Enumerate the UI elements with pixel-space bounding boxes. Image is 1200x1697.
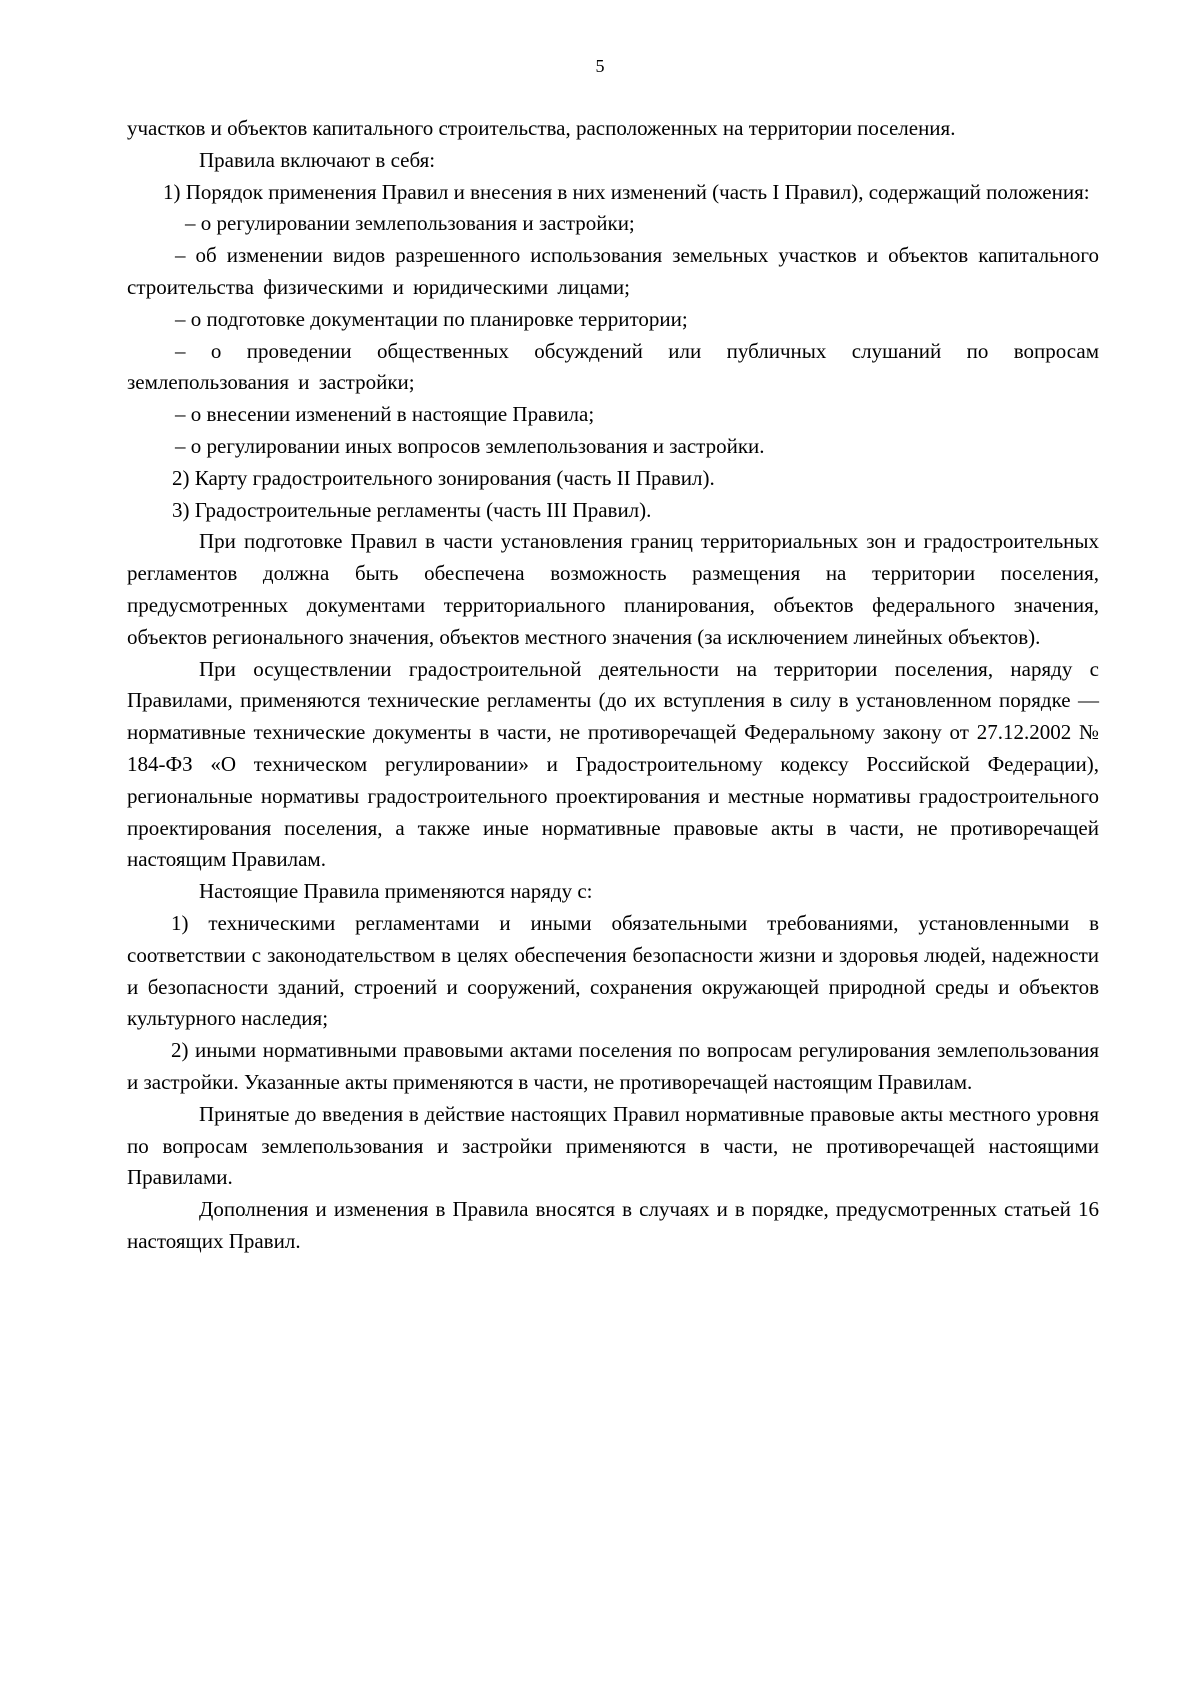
dash-item-change-use: – об изменении видов разрешенного использования земельных участков и объектов капитального строительства физическими и юридическими лицами; bbox=[127, 243, 1099, 299]
list-item-part-3: 3) Градостроительные регламенты (часть III Правил). bbox=[172, 497, 652, 522]
list-item-part-1: 1) Порядок применения Правил и внесения в них изменений (часть I Правил), содержащий положения: bbox=[163, 179, 1090, 204]
paragraph-continuation: участков и объектов капитального строительства, расположенных на территории поселения. bbox=[127, 116, 956, 140]
dash-item-other-questions: – о регулировании иных вопросов землепользования и застройки. bbox=[175, 433, 765, 458]
dash-item-regulation: – о регулировании землепользования и застройки; bbox=[185, 211, 635, 236]
paragraph-technical-regulations: При осуществлении градостроительной деятельности на территории поселения, наряду с Правилами, применяются технические регламенты (до их вступления в силу в установленном порядке — нормативные технические документы в части, не противоречащей Федеральному закону от 27.12.2002 № 184-ФЗ «О техническом регулировании» и Градостроительному кодексу Российской Федерации), региональные нормативы градостроительного проектирования и местные нормативы градостроительного проектирования поселения, а также иные нормативные правовые акты в части, не противоречащей настоящим Правилам. bbox=[127, 656, 1099, 872]
list-item-part-2: 2) Карту градостроительного зонирования (часть II Правил). bbox=[172, 465, 715, 490]
dash-item-planning-docs: – о подготовке документации по планировке территории; bbox=[175, 306, 688, 331]
document-body bbox=[127, 113, 1099, 1258]
list-item-technical-requirements: 1) техническими регламентами и иными обязательными требованиями, установленными в соответствии с законодательством в целях обеспечения безопасности жизни и здоровья людей, надежности и безопасности зданий, строений и сооружений, сохранения окружающей природной среды и объектов культурного наследия; bbox=[127, 910, 1099, 1031]
page-number: 5 bbox=[595, 56, 605, 76]
paragraph-zone-boundaries: При подготовке Правил в части установления границ территориальных зон и градостроительных регламентов должна быть обеспечена возможность размещения на территории поселения, предусмотренных документами территориального планирования, объектов федерального значения, объектов регионального значения, объектов местного значения (за исключением линейных объектов). bbox=[127, 529, 1099, 649]
list-item-normative-acts: 2) иными нормативными правовыми актами поселения по вопросам регулирования землепользования и застройки. Указанные акты применяются в части, не противоречащей настоящим Правилам. bbox=[127, 1038, 1099, 1094]
dash-item-amendments: – о внесении изменений в настоящие Правила; bbox=[175, 402, 595, 427]
paragraph-additions: Дополнения и изменения в Правила вносятся в случаях и в порядке, предусмотренных статьей 16 настоящих Правил. bbox=[127, 1197, 1099, 1253]
dash-item-public-hearings: – о проведении общественных обсуждений или публичных слушаний по вопросам землепользования и застройки; bbox=[127, 338, 1099, 395]
paragraph-applied-along: Настоящие Правила применяются наряду с: bbox=[199, 879, 593, 904]
paragraph-rules-include: Правила включают в себя: bbox=[199, 147, 436, 172]
paragraph-prior-acts: Принятые до введения в действие настоящих Правил нормативные правовые акты местного уровня по вопросам землепользования и застройки применяются в части, не противоречащей настоящими Правилами. bbox=[127, 1101, 1099, 1190]
